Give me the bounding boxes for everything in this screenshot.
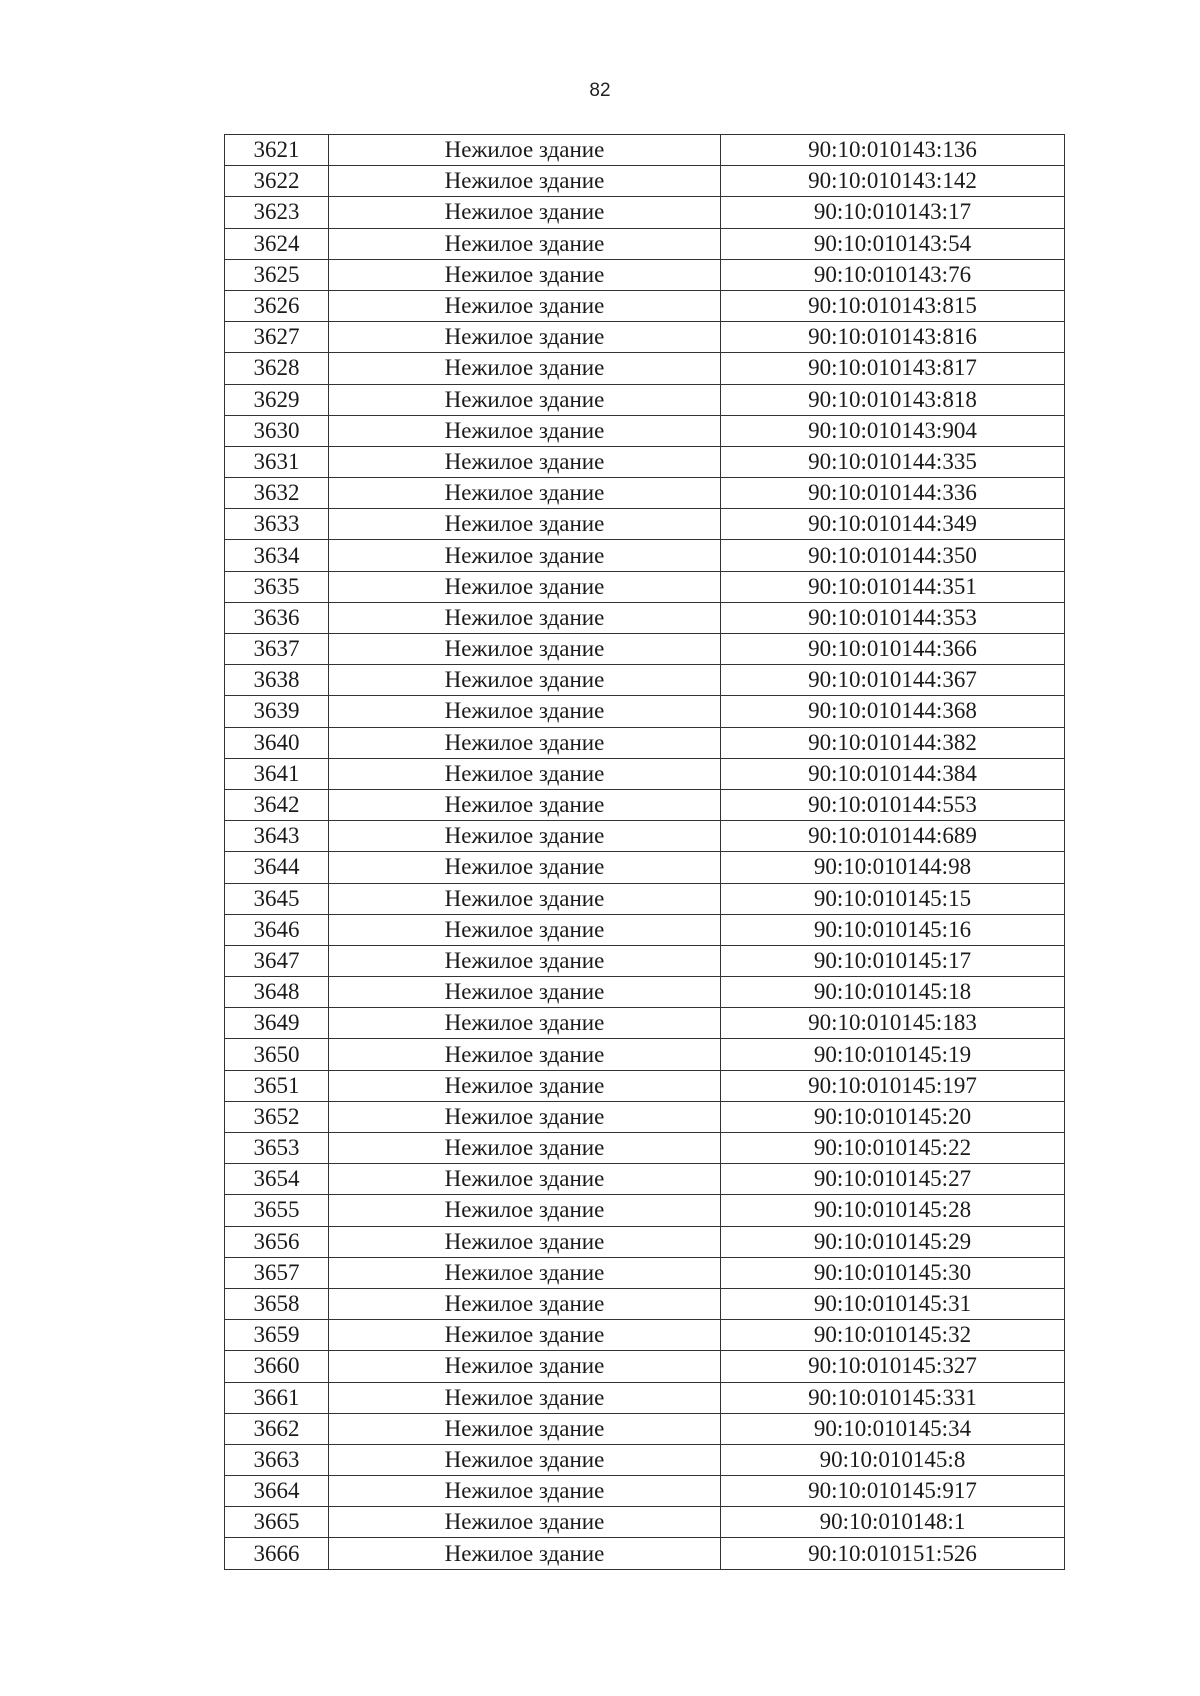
- object-name-cell: Нежилое здание: [329, 1351, 721, 1382]
- table-row: [225, 1444, 1065, 1475]
- row-number-cell: 3647: [225, 945, 329, 976]
- table-row: [225, 197, 1065, 228]
- row-number-cell: 3665: [225, 1507, 329, 1538]
- cadastral-number-cell: 90:10:010144:98: [721, 852, 1065, 883]
- object-name-cell: Нежилое здание: [329, 1538, 721, 1569]
- cadastral-number-cell: 90:10:010145:28: [721, 1195, 1065, 1226]
- table-row: [225, 166, 1065, 197]
- object-name-cell: Нежилое здание: [329, 696, 721, 727]
- row-number-cell: 3626: [225, 290, 329, 321]
- cadastral-number-cell: 90:10:010145:327: [721, 1351, 1065, 1382]
- table-row: [225, 446, 1065, 477]
- row-number-cell: 3662: [225, 1413, 329, 1444]
- row-number-cell: 3632: [225, 478, 329, 509]
- object-name-cell: Нежилое здание: [329, 1320, 721, 1351]
- table-row: [225, 883, 1065, 914]
- object-name-cell: Нежилое здание: [329, 665, 721, 696]
- table-row: [225, 135, 1065, 166]
- row-number-cell: 3638: [225, 665, 329, 696]
- table-row: [225, 914, 1065, 945]
- row-number-cell: 3660: [225, 1351, 329, 1382]
- row-number-cell: 3635: [225, 571, 329, 602]
- object-name-cell: Нежилое здание: [329, 353, 721, 384]
- table-row: [225, 1164, 1065, 1195]
- object-name-cell: Нежилое здание: [329, 789, 721, 820]
- object-name-cell: Нежилое здание: [329, 322, 721, 353]
- row-number-cell: 3655: [225, 1195, 329, 1226]
- table-row: [225, 977, 1065, 1008]
- table-row: [225, 789, 1065, 820]
- table-row: [225, 384, 1065, 415]
- table-row: [225, 1476, 1065, 1507]
- cadastral-number-cell: 90:10:010145:197: [721, 1070, 1065, 1101]
- table-row: [225, 322, 1065, 353]
- object-name-cell: Нежилое здание: [329, 290, 721, 321]
- object-name-cell: Нежилое здание: [329, 945, 721, 976]
- object-name-cell: Нежилое здание: [329, 1257, 721, 1288]
- row-number-cell: 3631: [225, 446, 329, 477]
- row-number-cell: 3666: [225, 1538, 329, 1569]
- table-row: [225, 290, 1065, 321]
- object-name-cell: Нежилое здание: [329, 228, 721, 259]
- row-number-cell: 3652: [225, 1101, 329, 1132]
- row-number-cell: 3654: [225, 1164, 329, 1195]
- cadastral-number-cell: 90:10:010144:368: [721, 696, 1065, 727]
- cadastral-number-cell: 90:10:010143:17: [721, 197, 1065, 228]
- object-name-cell: Нежилое здание: [329, 509, 721, 540]
- object-name-cell: Нежилое здание: [329, 1195, 721, 1226]
- table-row: [225, 1320, 1065, 1351]
- table-row: [225, 1288, 1065, 1319]
- object-name-cell: Нежилое здание: [329, 478, 721, 509]
- object-name-cell: Нежилое здание: [329, 634, 721, 665]
- row-number-cell: 3641: [225, 758, 329, 789]
- table-row: [225, 540, 1065, 571]
- object-name-cell: Нежилое здание: [329, 883, 721, 914]
- cadastral-number-cell: 90:10:010145:34: [721, 1413, 1065, 1444]
- row-number-cell: 3646: [225, 914, 329, 945]
- cadastral-number-cell: 90:10:010143:817: [721, 353, 1065, 384]
- table-row: [225, 1507, 1065, 1538]
- table-row: [225, 509, 1065, 540]
- cadastral-number-cell: 90:10:010144:366: [721, 634, 1065, 665]
- object-name-cell: Нежилое здание: [329, 914, 721, 945]
- table-row: [225, 1226, 1065, 1257]
- cadastral-number-cell: 90:10:010145:30: [721, 1257, 1065, 1288]
- cadastral-number-cell: 90:10:010145:331: [721, 1382, 1065, 1413]
- table-row: [225, 1413, 1065, 1444]
- cadastral-number-cell: 90:10:010143:136: [721, 135, 1065, 166]
- object-name-cell: Нежилое здание: [329, 852, 721, 883]
- table-row: [225, 1039, 1065, 1070]
- row-number-cell: 3636: [225, 602, 329, 633]
- table-row: [225, 1351, 1065, 1382]
- table-row: [225, 852, 1065, 883]
- object-name-cell: Нежилое здание: [329, 727, 721, 758]
- row-number-cell: 3657: [225, 1257, 329, 1288]
- cadastral-number-cell: 90:10:010143:815: [721, 290, 1065, 321]
- object-name-cell: Нежилое здание: [329, 1507, 721, 1538]
- row-number-cell: 3624: [225, 228, 329, 259]
- object-name-cell: Нежилое здание: [329, 758, 721, 789]
- cadastral-number-cell: 90:10:010144:353: [721, 602, 1065, 633]
- row-number-cell: 3628: [225, 353, 329, 384]
- row-number-cell: 3629: [225, 384, 329, 415]
- row-number-cell: 3643: [225, 821, 329, 852]
- table-row: [225, 228, 1065, 259]
- cadastral-number-cell: 90:10:010148:1: [721, 1507, 1065, 1538]
- cadastral-number-cell: 90:10:010144:367: [721, 665, 1065, 696]
- object-name-cell: Нежилое здание: [329, 135, 721, 166]
- row-number-cell: 3622: [225, 166, 329, 197]
- cadastral-number-cell: 90:10:010145:8: [721, 1444, 1065, 1475]
- page-number: 82: [589, 80, 611, 101]
- cadastral-number-cell: 90:10:010145:29: [721, 1226, 1065, 1257]
- table-row: [225, 1101, 1065, 1132]
- object-name-cell: Нежилое здание: [329, 384, 721, 415]
- table-row: [225, 571, 1065, 602]
- object-name-cell: Нежилое здание: [329, 1288, 721, 1319]
- cadastral-number-cell: 90:10:010145:16: [721, 914, 1065, 945]
- property-table: [224, 134, 1065, 1570]
- table-row: [225, 696, 1065, 727]
- row-number-cell: 3663: [225, 1444, 329, 1475]
- row-number-cell: 3658: [225, 1288, 329, 1319]
- cadastral-number-cell: 90:10:010145:32: [721, 1320, 1065, 1351]
- row-number-cell: 3659: [225, 1320, 329, 1351]
- cadastral-number-cell: 90:10:010143:904: [721, 415, 1065, 446]
- table-row: [225, 1008, 1065, 1039]
- cadastral-number-cell: 90:10:010144:336: [721, 478, 1065, 509]
- row-number-cell: 3656: [225, 1226, 329, 1257]
- row-number-cell: 3653: [225, 1133, 329, 1164]
- row-number-cell: 3640: [225, 727, 329, 758]
- table-row: [225, 1382, 1065, 1413]
- object-name-cell: Нежилое здание: [329, 1133, 721, 1164]
- row-number-cell: 3627: [225, 322, 329, 353]
- object-name-cell: Нежилое здание: [329, 977, 721, 1008]
- cadastral-number-cell: 90:10:010144:351: [721, 571, 1065, 602]
- cadastral-number-cell: 90:10:010144:335: [721, 446, 1065, 477]
- object-name-cell: Нежилое здание: [329, 415, 721, 446]
- cadastral-number-cell: 90:10:010151:526: [721, 1538, 1065, 1569]
- row-number-cell: 3649: [225, 1008, 329, 1039]
- row-number-cell: 3644: [225, 852, 329, 883]
- table-row: [225, 1070, 1065, 1101]
- table-row: [225, 415, 1065, 446]
- table-row: [225, 821, 1065, 852]
- cadastral-number-cell: 90:10:010144:689: [721, 821, 1065, 852]
- cadastral-number-cell: 90:10:010145:917: [721, 1476, 1065, 1507]
- table-row: [225, 945, 1065, 976]
- object-name-cell: Нежилое здание: [329, 1070, 721, 1101]
- cadastral-number-cell: 90:10:010144:349: [721, 509, 1065, 540]
- object-name-cell: Нежилое здание: [329, 1101, 721, 1132]
- table-row: [225, 1538, 1065, 1569]
- row-number-cell: 3623: [225, 197, 329, 228]
- cadastral-number-cell: 90:10:010145:17: [721, 945, 1065, 976]
- table-row: [225, 1195, 1065, 1226]
- table-row: [225, 259, 1065, 290]
- table-row: [225, 634, 1065, 665]
- cadastral-number-cell: 90:10:010143:76: [721, 259, 1065, 290]
- cadastral-number-cell: 90:10:010145:31: [721, 1288, 1065, 1319]
- cadastral-number-cell: 90:10:010145:15: [721, 883, 1065, 914]
- row-number-cell: 3625: [225, 259, 329, 290]
- row-number-cell: 3633: [225, 509, 329, 540]
- object-name-cell: Нежилое здание: [329, 1008, 721, 1039]
- row-number-cell: 3637: [225, 634, 329, 665]
- object-name-cell: Нежилое здание: [329, 1476, 721, 1507]
- property-table-body: [225, 135, 1065, 1570]
- object-name-cell: Нежилое здание: [329, 1382, 721, 1413]
- cadastral-number-cell: 90:10:010144:553: [721, 789, 1065, 820]
- row-number-cell: 3650: [225, 1039, 329, 1070]
- cadastral-number-cell: 90:10:010144:384: [721, 758, 1065, 789]
- object-name-cell: Нежилое здание: [329, 446, 721, 477]
- cadastral-number-cell: 90:10:010145:19: [721, 1039, 1065, 1070]
- cadastral-number-cell: 90:10:010145:18: [721, 977, 1065, 1008]
- cadastral-number-cell: 90:10:010144:350: [721, 540, 1065, 571]
- row-number-cell: 3645: [225, 883, 329, 914]
- object-name-cell: Нежилое здание: [329, 1444, 721, 1475]
- row-number-cell: 3639: [225, 696, 329, 727]
- object-name-cell: Нежилое здание: [329, 1039, 721, 1070]
- cadastral-number-cell: 90:10:010145:20: [721, 1101, 1065, 1132]
- table-row: [225, 758, 1065, 789]
- cadastral-number-cell: 90:10:010143:818: [721, 384, 1065, 415]
- cadastral-number-cell: 90:10:010145:183: [721, 1008, 1065, 1039]
- row-number-cell: 3634: [225, 540, 329, 571]
- row-number-cell: 3664: [225, 1476, 329, 1507]
- object-name-cell: Нежилое здание: [329, 602, 721, 633]
- row-number-cell: 3651: [225, 1070, 329, 1101]
- object-name-cell: Нежилое здание: [329, 540, 721, 571]
- object-name-cell: Нежилое здание: [329, 166, 721, 197]
- object-name-cell: Нежилое здание: [329, 197, 721, 228]
- table-row: [225, 478, 1065, 509]
- table-row: [225, 1133, 1065, 1164]
- row-number-cell: 3642: [225, 789, 329, 820]
- object-name-cell: Нежилое здание: [329, 571, 721, 602]
- cadastral-number-cell: 90:10:010145:22: [721, 1133, 1065, 1164]
- table-row: [225, 353, 1065, 384]
- object-name-cell: Нежилое здание: [329, 1164, 721, 1195]
- cadastral-number-cell: 90:10:010143:142: [721, 166, 1065, 197]
- cadastral-number-cell: 90:10:010144:382: [721, 727, 1065, 758]
- object-name-cell: Нежилое здание: [329, 1226, 721, 1257]
- table-row: [225, 602, 1065, 633]
- row-number-cell: 3621: [225, 135, 329, 166]
- object-name-cell: Нежилое здание: [329, 1413, 721, 1444]
- row-number-cell: 3630: [225, 415, 329, 446]
- cadastral-number-cell: 90:10:010143:816: [721, 322, 1065, 353]
- object-name-cell: Нежилое здание: [329, 259, 721, 290]
- cadastral-number-cell: 90:10:010145:27: [721, 1164, 1065, 1195]
- row-number-cell: 3648: [225, 977, 329, 1008]
- object-name-cell: Нежилое здание: [329, 821, 721, 852]
- cadastral-number-cell: 90:10:010143:54: [721, 228, 1065, 259]
- table-row: [225, 727, 1065, 758]
- row-number-cell: 3661: [225, 1382, 329, 1413]
- table-row: [225, 665, 1065, 696]
- table-row: [225, 1257, 1065, 1288]
